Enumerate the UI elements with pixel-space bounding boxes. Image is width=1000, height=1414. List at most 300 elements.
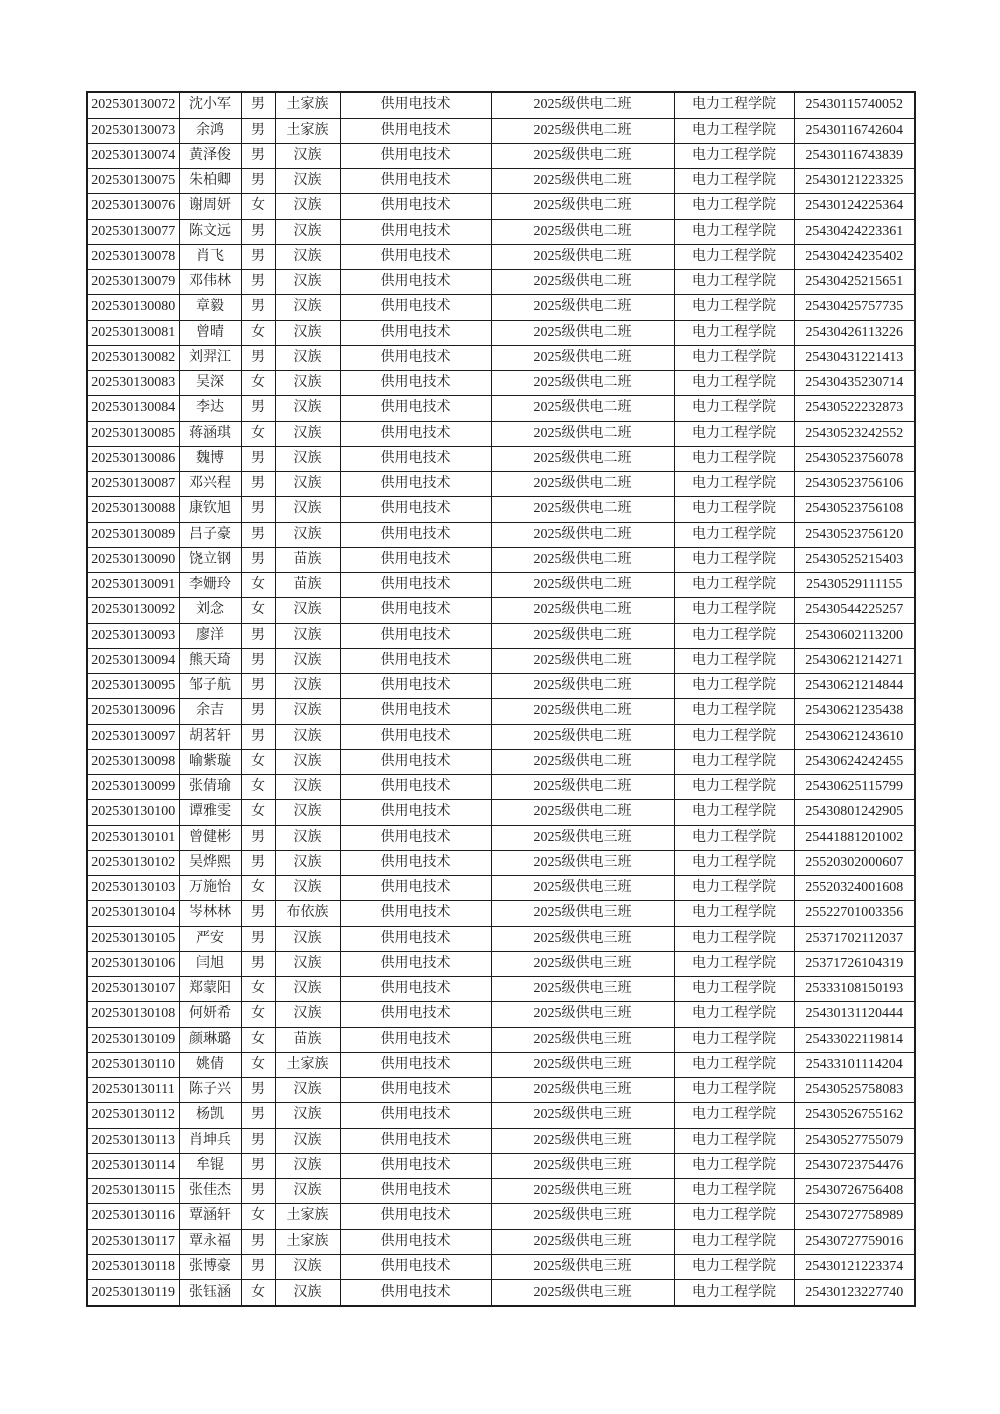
cell-college: 电力工程学院 (674, 850, 794, 875)
cell-gender: 男 (241, 1103, 275, 1128)
cell-gender: 女 (241, 775, 275, 800)
cell-gender: 女 (241, 876, 275, 901)
cell-student-id: 202530130073 (87, 118, 179, 143)
cell-student-id: 202530130072 (87, 92, 179, 118)
cell-ethnicity: 汉族 (275, 825, 340, 850)
cell-class-name: 2025级供电三班 (491, 1229, 674, 1254)
cell-gender: 男 (241, 345, 275, 370)
cell-ethnicity: 汉族 (275, 699, 340, 724)
table-row (87, 244, 915, 269)
cell-college: 电力工程学院 (674, 1280, 794, 1306)
cell-name: 张钰涵 (179, 1280, 241, 1306)
cell-major: 供用电技术 (340, 1078, 491, 1103)
cell-ethnicity: 汉族 (275, 977, 340, 1002)
cell-major: 供用电技术 (340, 648, 491, 673)
cell-name: 谢周妍 (179, 194, 241, 219)
cell-name: 胡茗轩 (179, 724, 241, 749)
cell-student-id: 202530130115 (87, 1179, 179, 1204)
cell-gender: 女 (241, 421, 275, 446)
cell-gender: 男 (241, 1179, 275, 1204)
cell-gender: 男 (241, 169, 275, 194)
cell-id-number: 25430523756108 (794, 497, 915, 522)
cell-ethnicity: 汉族 (275, 472, 340, 497)
table-row (87, 1280, 915, 1306)
cell-student-id: 202530130076 (87, 194, 179, 219)
cell-id-number: 25433022119814 (794, 1027, 915, 1052)
cell-class-name: 2025级供电二班 (491, 800, 674, 825)
cell-college: 电力工程学院 (674, 1229, 794, 1254)
cell-major: 供用电技术 (340, 977, 491, 1002)
cell-ethnicity: 汉族 (275, 1153, 340, 1178)
cell-college: 电力工程学院 (674, 118, 794, 143)
cell-ethnicity: 汉族 (275, 800, 340, 825)
cell-gender: 女 (241, 598, 275, 623)
student-roster-table (86, 91, 916, 1307)
cell-major: 供用电技术 (340, 396, 491, 421)
cell-student-id: 202530130083 (87, 371, 179, 396)
cell-student-id: 202530130103 (87, 876, 179, 901)
cell-class-name: 2025级供电三班 (491, 1128, 674, 1153)
cell-gender: 男 (241, 850, 275, 875)
cell-name: 陈子兴 (179, 1078, 241, 1103)
cell-college: 电力工程学院 (674, 775, 794, 800)
cell-major: 供用电技术 (340, 1103, 491, 1128)
cell-ethnicity: 汉族 (275, 648, 340, 673)
table-row (87, 699, 915, 724)
cell-college: 电力工程学院 (674, 926, 794, 951)
table-row (87, 1103, 915, 1128)
cell-student-id: 202530130075 (87, 169, 179, 194)
cell-ethnicity: 汉族 (275, 598, 340, 623)
table-row (87, 951, 915, 976)
table-row (87, 1128, 915, 1153)
cell-major: 供用电技术 (340, 775, 491, 800)
cell-student-id: 202530130081 (87, 320, 179, 345)
cell-name: 万施怡 (179, 876, 241, 901)
cell-college: 电力工程学院 (674, 648, 794, 673)
cell-student-id: 202530130114 (87, 1153, 179, 1178)
cell-ethnicity: 汉族 (275, 876, 340, 901)
table-row (87, 1027, 915, 1052)
cell-gender: 女 (241, 194, 275, 219)
cell-gender: 男 (241, 926, 275, 951)
cell-gender: 女 (241, 1204, 275, 1229)
cell-college: 电力工程学院 (674, 623, 794, 648)
cell-id-number: 25371726104319 (794, 951, 915, 976)
cell-major: 供用电技术 (340, 800, 491, 825)
cell-name: 岑林林 (179, 901, 241, 926)
cell-name: 刘羿江 (179, 345, 241, 370)
cell-class-name: 2025级供电二班 (491, 446, 674, 471)
cell-id-number: 25430424223361 (794, 219, 915, 244)
cell-major: 供用电技术 (340, 1052, 491, 1077)
cell-id-number: 25430525215403 (794, 547, 915, 572)
cell-major: 供用电技术 (340, 244, 491, 269)
cell-college: 电力工程学院 (674, 876, 794, 901)
cell-name: 曾晴 (179, 320, 241, 345)
cell-student-id: 202530130119 (87, 1280, 179, 1306)
cell-ethnicity: 汉族 (275, 244, 340, 269)
cell-ethnicity: 汉族 (275, 295, 340, 320)
cell-id-number: 25522701003356 (794, 901, 915, 926)
cell-ethnicity: 汉族 (275, 1128, 340, 1153)
cell-college: 电力工程学院 (674, 749, 794, 774)
cell-class-name: 2025级供电二班 (491, 724, 674, 749)
cell-id-number: 25520302000607 (794, 850, 915, 875)
cell-class-name: 2025级供电二班 (491, 169, 674, 194)
cell-id-number: 25430424235402 (794, 244, 915, 269)
cell-ethnicity: 土家族 (275, 118, 340, 143)
cell-ethnicity: 汉族 (275, 1280, 340, 1306)
cell-ethnicity: 汉族 (275, 194, 340, 219)
cell-major: 供用电技术 (340, 270, 491, 295)
cell-name: 黄泽俊 (179, 143, 241, 168)
table-row (87, 825, 915, 850)
cell-class-name: 2025级供电三班 (491, 876, 674, 901)
cell-id-number: 25430525758083 (794, 1078, 915, 1103)
cell-student-id: 202530130094 (87, 648, 179, 673)
cell-gender: 男 (241, 118, 275, 143)
cell-class-name: 2025级供电三班 (491, 1153, 674, 1178)
cell-id-number: 25430602113200 (794, 623, 915, 648)
cell-ethnicity: 汉族 (275, 674, 340, 699)
cell-class-name: 2025级供电三班 (491, 850, 674, 875)
cell-id-number: 25430435230714 (794, 371, 915, 396)
cell-name: 刘念 (179, 598, 241, 623)
cell-class-name: 2025级供电二班 (491, 371, 674, 396)
table-row (87, 850, 915, 875)
cell-name: 余吉 (179, 699, 241, 724)
cell-ethnicity: 土家族 (275, 1229, 340, 1254)
cell-name: 张倩瑜 (179, 775, 241, 800)
cell-college: 电力工程学院 (674, 446, 794, 471)
cell-ethnicity: 汉族 (275, 371, 340, 396)
cell-major: 供用电技术 (340, 219, 491, 244)
cell-class-name: 2025级供电二班 (491, 573, 674, 598)
cell-name: 肖飞 (179, 244, 241, 269)
table-row (87, 169, 915, 194)
cell-student-id: 202530130088 (87, 497, 179, 522)
cell-class-name: 2025级供电二班 (491, 472, 674, 497)
cell-name: 张佳杰 (179, 1179, 241, 1204)
cell-name: 覃永福 (179, 1229, 241, 1254)
cell-college: 电力工程学院 (674, 194, 794, 219)
cell-class-name: 2025级供电二班 (491, 775, 674, 800)
cell-college: 电力工程学院 (674, 951, 794, 976)
cell-ethnicity: 苗族 (275, 573, 340, 598)
table-row (87, 1179, 915, 1204)
cell-class-name: 2025级供电二班 (491, 749, 674, 774)
cell-major: 供用电技术 (340, 522, 491, 547)
cell-gender: 男 (241, 92, 275, 118)
cell-name: 吴深 (179, 371, 241, 396)
cell-gender: 男 (241, 522, 275, 547)
table-row (87, 345, 915, 370)
cell-student-id: 202530130079 (87, 270, 179, 295)
cell-id-number: 25430121223325 (794, 169, 915, 194)
cell-class-name: 2025级供电二班 (491, 699, 674, 724)
table-row (87, 1204, 915, 1229)
cell-name: 曾健彬 (179, 825, 241, 850)
cell-college: 电力工程学院 (674, 244, 794, 269)
cell-id-number: 25430426113226 (794, 320, 915, 345)
cell-major: 供用电技术 (340, 446, 491, 471)
cell-college: 电力工程学院 (674, 497, 794, 522)
cell-gender: 男 (241, 446, 275, 471)
table-row (87, 472, 915, 497)
cell-student-id: 202530130077 (87, 219, 179, 244)
cell-id-number: 25333108150193 (794, 977, 915, 1002)
cell-id-number: 25371702112037 (794, 926, 915, 951)
cell-college: 电力工程学院 (674, 1179, 794, 1204)
table-row (87, 194, 915, 219)
cell-major: 供用电技术 (340, 850, 491, 875)
cell-id-number: 25430523756106 (794, 472, 915, 497)
table-row (87, 219, 915, 244)
cell-gender: 女 (241, 1027, 275, 1052)
cell-ethnicity: 汉族 (275, 219, 340, 244)
cell-major: 供用电技术 (340, 472, 491, 497)
cell-gender: 女 (241, 371, 275, 396)
cell-class-name: 2025级供电三班 (491, 1027, 674, 1052)
cell-id-number: 25430723754476 (794, 1153, 915, 1178)
cell-gender: 男 (241, 143, 275, 168)
cell-gender: 女 (241, 320, 275, 345)
cell-class-name: 2025级供电三班 (491, 1204, 674, 1229)
cell-gender: 女 (241, 800, 275, 825)
cell-gender: 男 (241, 648, 275, 673)
cell-class-name: 2025级供电二班 (491, 547, 674, 572)
cell-major: 供用电技术 (340, 876, 491, 901)
cell-class-name: 2025级供电二班 (491, 623, 674, 648)
cell-id-number: 25430523756120 (794, 522, 915, 547)
cell-name: 廖洋 (179, 623, 241, 648)
cell-ethnicity: 汉族 (275, 169, 340, 194)
cell-major: 供用电技术 (340, 623, 491, 648)
cell-name: 康钦旭 (179, 497, 241, 522)
cell-student-id: 202530130107 (87, 977, 179, 1002)
cell-class-name: 2025级供电二班 (491, 396, 674, 421)
cell-student-id: 202530130084 (87, 396, 179, 421)
cell-gender: 男 (241, 825, 275, 850)
cell-ethnicity: 汉族 (275, 421, 340, 446)
cell-college: 电力工程学院 (674, 396, 794, 421)
cell-major: 供用电技术 (340, 345, 491, 370)
cell-college: 电力工程学院 (674, 169, 794, 194)
cell-student-id: 202530130118 (87, 1254, 179, 1279)
cell-ethnicity: 汉族 (275, 1078, 340, 1103)
cell-name: 邓伟林 (179, 270, 241, 295)
cell-gender: 男 (241, 547, 275, 572)
cell-name: 肖坤兵 (179, 1128, 241, 1153)
cell-gender: 男 (241, 1078, 275, 1103)
cell-id-number: 25430621214844 (794, 674, 915, 699)
cell-class-name: 2025级供电三班 (491, 1103, 674, 1128)
cell-major: 供用电技术 (340, 1128, 491, 1153)
cell-class-name: 2025级供电二班 (491, 118, 674, 143)
cell-student-id: 202530130099 (87, 775, 179, 800)
cell-class-name: 2025级供电三班 (491, 1078, 674, 1103)
cell-major: 供用电技术 (340, 371, 491, 396)
cell-class-name: 2025级供电三班 (491, 926, 674, 951)
cell-class-name: 2025级供电二班 (491, 598, 674, 623)
table-body (87, 92, 915, 1306)
cell-college: 电力工程学院 (674, 345, 794, 370)
cell-ethnicity: 汉族 (275, 1103, 340, 1128)
cell-class-name: 2025级供电三班 (491, 977, 674, 1002)
cell-class-name: 2025级供电二班 (491, 648, 674, 673)
cell-class-name: 2025级供电三班 (491, 1280, 674, 1306)
cell-college: 电力工程学院 (674, 472, 794, 497)
cell-college: 电力工程学院 (674, 1052, 794, 1077)
cell-id-number: 25430621214271 (794, 648, 915, 673)
cell-college: 电力工程学院 (674, 1204, 794, 1229)
cell-college: 电力工程学院 (674, 1128, 794, 1153)
table-row (87, 749, 915, 774)
cell-gender: 男 (241, 674, 275, 699)
cell-name: 吕子豪 (179, 522, 241, 547)
cell-id-number: 25430523756078 (794, 446, 915, 471)
table-row (87, 143, 915, 168)
cell-college: 电力工程学院 (674, 320, 794, 345)
table-row (87, 775, 915, 800)
cell-major: 供用电技术 (340, 1229, 491, 1254)
cell-gender: 男 (241, 295, 275, 320)
cell-college: 电力工程学院 (674, 901, 794, 926)
cell-class-name: 2025级供电二班 (491, 194, 674, 219)
cell-ethnicity: 汉族 (275, 345, 340, 370)
cell-name: 余鸿 (179, 118, 241, 143)
cell-college: 电力工程学院 (674, 825, 794, 850)
cell-gender: 男 (241, 396, 275, 421)
table-row (87, 573, 915, 598)
table-row (87, 497, 915, 522)
cell-gender: 男 (241, 901, 275, 926)
cell-college: 电力工程学院 (674, 371, 794, 396)
cell-name: 姚倩 (179, 1052, 241, 1077)
cell-gender: 男 (241, 1128, 275, 1153)
cell-ethnicity: 汉族 (275, 724, 340, 749)
cell-major: 供用电技术 (340, 1204, 491, 1229)
cell-student-id: 202530130090 (87, 547, 179, 572)
cell-major: 供用电技术 (340, 1254, 491, 1279)
cell-college: 电力工程学院 (674, 92, 794, 118)
cell-ethnicity: 汉族 (275, 320, 340, 345)
cell-gender: 女 (241, 1002, 275, 1027)
cell-student-id: 202530130085 (87, 421, 179, 446)
cell-college: 电力工程学院 (674, 219, 794, 244)
cell-class-name: 2025级供电三班 (491, 1052, 674, 1077)
cell-student-id: 202530130109 (87, 1027, 179, 1052)
cell-ethnicity: 汉族 (275, 143, 340, 168)
cell-student-id: 202530130086 (87, 446, 179, 471)
cell-college: 电力工程学院 (674, 800, 794, 825)
table-row (87, 598, 915, 623)
cell-id-number: 25430425215651 (794, 270, 915, 295)
cell-student-id: 202530130089 (87, 522, 179, 547)
cell-name: 邹子航 (179, 674, 241, 699)
cell-major: 供用电技术 (340, 1280, 491, 1306)
cell-ethnicity: 汉族 (275, 522, 340, 547)
cell-ethnicity: 汉族 (275, 1254, 340, 1279)
cell-college: 电力工程学院 (674, 977, 794, 1002)
cell-college: 电力工程学院 (674, 143, 794, 168)
cell-ethnicity: 汉族 (275, 270, 340, 295)
cell-name: 陈文远 (179, 219, 241, 244)
table-row (87, 421, 915, 446)
cell-college: 电力工程学院 (674, 547, 794, 572)
cell-class-name: 2025级供电二班 (491, 143, 674, 168)
table-row (87, 901, 915, 926)
table-row (87, 977, 915, 1002)
cell-student-id: 202530130092 (87, 598, 179, 623)
cell-ethnicity: 汉族 (275, 850, 340, 875)
cell-student-id: 202530130093 (87, 623, 179, 648)
cell-college: 电力工程学院 (674, 270, 794, 295)
cell-name: 李达 (179, 396, 241, 421)
cell-id-number: 25430529111155 (794, 573, 915, 598)
cell-major: 供用电技术 (340, 749, 491, 774)
cell-id-number: 25430621235438 (794, 699, 915, 724)
cell-id-number: 25430527755079 (794, 1128, 915, 1153)
cell-major: 供用电技术 (340, 421, 491, 446)
cell-class-name: 2025级供电二班 (491, 295, 674, 320)
cell-gender: 女 (241, 749, 275, 774)
cell-id-number: 25430425757735 (794, 295, 915, 320)
table-row (87, 118, 915, 143)
cell-id-number: 25430801242905 (794, 800, 915, 825)
cell-college: 电力工程学院 (674, 699, 794, 724)
cell-name: 蒋涵琪 (179, 421, 241, 446)
cell-major: 供用电技术 (340, 169, 491, 194)
cell-ethnicity: 土家族 (275, 92, 340, 118)
cell-student-id: 202530130113 (87, 1128, 179, 1153)
cell-id-number: 25433101114204 (794, 1052, 915, 1077)
cell-college: 电力工程学院 (674, 598, 794, 623)
cell-student-id: 202530130104 (87, 901, 179, 926)
cell-ethnicity: 土家族 (275, 1204, 340, 1229)
cell-id-number: 25430625115799 (794, 775, 915, 800)
cell-ethnicity: 汉族 (275, 1179, 340, 1204)
cell-college: 电力工程学院 (674, 421, 794, 446)
table-row (87, 674, 915, 699)
cell-major: 供用电技术 (340, 573, 491, 598)
cell-class-name: 2025级供电二班 (491, 497, 674, 522)
cell-ethnicity: 苗族 (275, 1027, 340, 1052)
cell-major: 供用电技术 (340, 901, 491, 926)
cell-ethnicity: 汉族 (275, 396, 340, 421)
cell-class-name: 2025级供电二班 (491, 421, 674, 446)
cell-name: 严安 (179, 926, 241, 951)
table-row (87, 800, 915, 825)
cell-class-name: 2025级供电三班 (491, 1254, 674, 1279)
cell-ethnicity: 汉族 (275, 1002, 340, 1027)
table-row (87, 396, 915, 421)
cell-major: 供用电技术 (340, 699, 491, 724)
cell-name: 章毅 (179, 295, 241, 320)
cell-gender: 男 (241, 497, 275, 522)
cell-gender: 男 (241, 724, 275, 749)
cell-major: 供用电技术 (340, 1179, 491, 1204)
cell-id-number: 25430115740052 (794, 92, 915, 118)
cell-name: 李姗玲 (179, 573, 241, 598)
cell-major: 供用电技术 (340, 194, 491, 219)
table-row (87, 1229, 915, 1254)
cell-id-number: 25430526755162 (794, 1103, 915, 1128)
cell-major: 供用电技术 (340, 143, 491, 168)
cell-id-number: 25430523242552 (794, 421, 915, 446)
cell-id-number: 25430726756408 (794, 1179, 915, 1204)
